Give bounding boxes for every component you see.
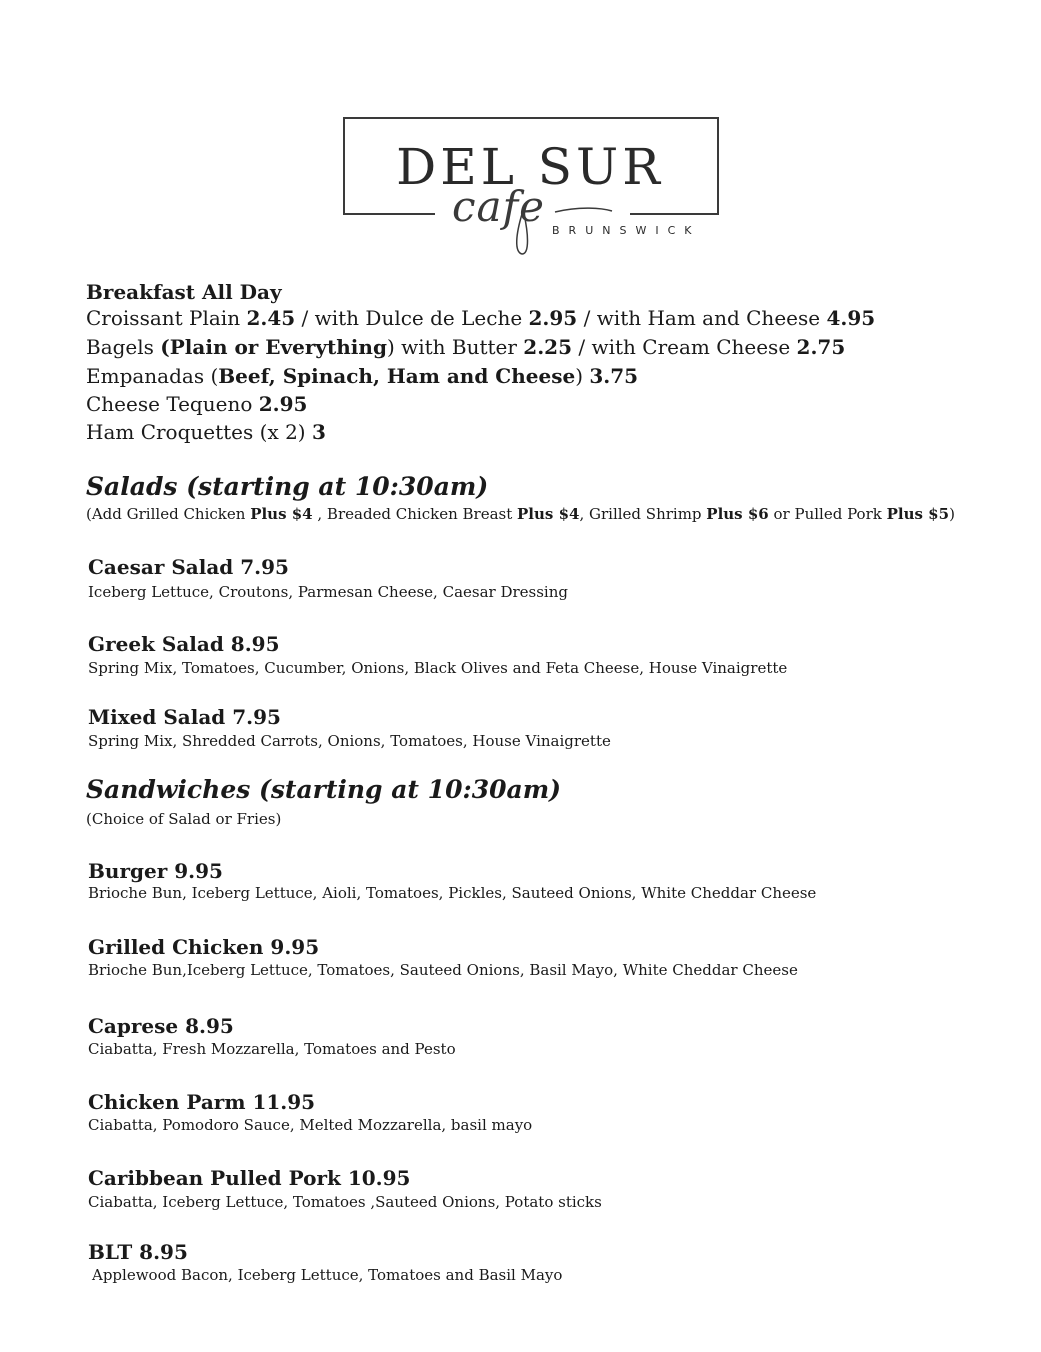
item-text: ) with Butter [386,335,524,359]
item-text: ) [575,364,590,388]
salads-heading: Salads (starting at 10:30am) [86,472,489,501]
menu-item-description: Ciabatta, Iceberg Lettuce, Tomatoes ,Sauteed Onions, Potato sticks [88,1193,602,1211]
menu-line-empanadas [86,364,638,388]
item-text: / with Cream Cheese [572,335,797,359]
cafe-logo [340,114,725,264]
menu-item-name: Caesar Salad 7.95 [88,555,289,579]
item-bold-text: (Plain or Everything [160,335,387,359]
addon-text: (Add Grilled Chicken [86,505,251,523]
menu-item-description: Brioche Bun, Iceberg Lettuce, Aioli, Tomatoes, Pickles, Sauteed Onions, White Cheddar Cheese [88,884,817,902]
price: 2.95 [528,306,578,330]
price: 3.75 [589,364,639,388]
addon-price: Plus $6 [706,505,769,523]
price: 2.45 [246,306,296,330]
menu-line-bagels [86,335,845,359]
addon-text: , Grilled Shrimp [579,505,707,523]
menu-line-croquettes [86,420,326,444]
menu-item-name: BLT 8.95 [88,1240,188,1264]
menu-line-croissant [86,306,875,330]
menu-item-name: Caprese 8.95 [88,1014,234,1038]
item-text: / with Ham and Cheese [577,306,827,330]
price: 4.95 [826,306,876,330]
addon-text: , Breaded Chicken Breast [312,505,518,523]
item-text: Ham Croquettes (x 2) [86,420,312,444]
price: 3 [311,420,326,444]
logo-script: cafe [452,182,545,231]
item-text: Croissant Plain [86,306,247,330]
item-text: Cheese Tequeno [86,392,259,416]
menu-item-description: Applewood Bacon, Iceberg Lettuce, Tomatoes and Basil Mayo [92,1266,563,1284]
item-text: / with Dulce de Leche [295,306,529,330]
addon-text: ) [949,505,955,523]
addon-text: or Pulled Pork [768,505,887,523]
addon-price: Plus $4 [250,505,313,523]
menu-item-description: Iceberg Lettuce, Croutons, Parmesan Cheese, Caesar Dressing [88,583,568,601]
item-text: Bagels [86,335,161,359]
menu-item-description: Ciabatta, Fresh Mozzarella, Tomatoes and Pesto [88,1040,456,1058]
sandwiches-note: (Choice of Salad or Fries) [86,810,282,828]
salads-addons [86,505,955,523]
menu-item-description: Brioche Bun,Iceberg Lettuce, Tomatoes, Sauteed Onions, Basil Mayo, White Cheddar Cheese [88,961,798,979]
breakfast-heading: Breakfast All Day [86,280,282,304]
menu-item-description: Ciabatta, Pomodoro Sauce, Melted Mozzarella, basil mayo [88,1116,533,1134]
item-text: Empanadas ( [86,364,219,388]
price: 2.25 [523,335,573,359]
menu-item-name: Mixed Salad 7.95 [88,705,281,729]
logo-city: BRUNSWICK [552,224,701,237]
menu-item-name: Caribbean Pulled Pork 10.95 [88,1166,411,1190]
menu-item-name: Greek Salad 8.95 [88,632,280,656]
menu-item-name: Burger 9.95 [88,859,223,883]
menu-line-tequeno [86,392,307,416]
addon-price: Plus $4 [517,505,580,523]
menu-item-name: Grilled Chicken 9.95 [88,935,320,959]
price: 2.75 [796,335,846,359]
menu-item-description: Spring Mix, Tomatoes, Cucumber, Onions, Black Olives and Feta Cheese, House Vinaigrette [88,659,788,677]
price: 2.95 [258,392,308,416]
addon-price: Plus $5 [886,505,950,523]
sandwiches-heading: Sandwiches (starting at 10:30am) [86,775,561,804]
menu-item-name: Chicken Parm 11.95 [88,1090,316,1114]
item-bold-text: Beef, Spinach, Ham and Cheese [218,364,576,388]
logo-name: DEL SUR [396,138,664,196]
menu-item-description: Spring Mix, Shredded Carrots, Onions, Tomatoes, House Vinaigrette [88,732,611,750]
